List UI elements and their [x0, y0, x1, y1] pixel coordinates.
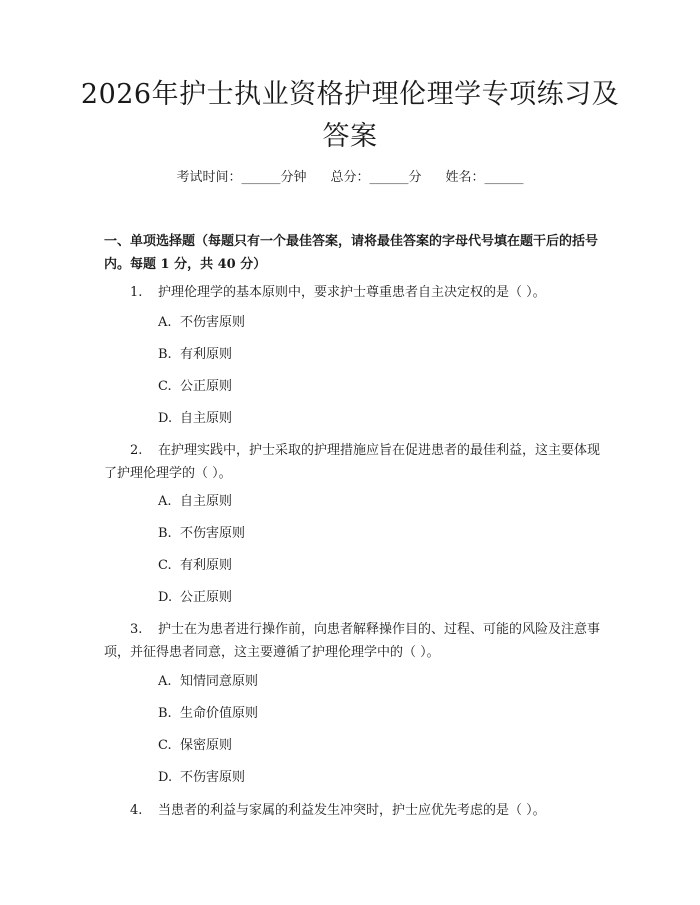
question-3-option-d	[158, 768, 245, 788]
option-letter: D.	[158, 590, 173, 605]
question-text: 护士在为患者进行操作前，向患者解释操作目的、过程、可能的风险及注意事项，并征得患者同意，这主要遵循了护理伦理学中的（ ）。	[104, 622, 601, 660]
option-text: 公正原则	[180, 379, 233, 394]
question-text: 在护理实践中，护士采取的护理措施应旨在促进患者的最佳利益，这主要体现了护理伦理学的（ ）。	[104, 443, 601, 481]
option-text: 知情同意原则	[180, 674, 259, 689]
question-2-option-a	[158, 492, 232, 512]
question-2-option-b	[158, 524, 245, 544]
question-number: 3.	[130, 622, 143, 637]
option-letter: C.	[158, 558, 172, 573]
question-text: 当患者的利益与家属的利益发生冲突时，护士应优先考虑的是（ ）。	[158, 803, 546, 818]
question-2	[104, 439, 604, 485]
question-4	[104, 799, 604, 822]
option-letter: A.	[158, 674, 172, 689]
option-letter: D.	[158, 411, 173, 426]
option-letter: B.	[158, 706, 172, 721]
question-1-option-c	[158, 377, 232, 397]
option-text: 自主原则	[180, 494, 233, 509]
section-heading: 一、单项选择题（每题只有一个最佳答案，请将最佳答案的字母代号填在题干后的括号内。每题 1 分，共 40 分）	[104, 234, 599, 272]
exam-time-field: 考试时间：______分钟	[176, 170, 307, 185]
option-text: 不伤害原则	[180, 526, 246, 541]
option-letter: B.	[158, 347, 172, 362]
option-text: 生命价值原则	[180, 706, 259, 721]
option-letter: C.	[158, 738, 172, 753]
name-field: 姓名：______	[445, 170, 524, 185]
option-letter: C.	[158, 379, 172, 394]
question-number: 2.	[130, 443, 143, 458]
question-1-option-a	[158, 313, 245, 333]
option-text: 自主原则	[180, 411, 233, 426]
total-score-field: 总分：______分	[330, 170, 422, 185]
option-letter: B.	[158, 526, 172, 541]
exam-info-line	[0, 168, 700, 188]
question-3-option-b	[158, 704, 258, 724]
option-text: 有利原则	[180, 558, 233, 573]
option-text: 公正原则	[180, 590, 233, 605]
question-3-option-a	[158, 672, 258, 692]
option-letter: A.	[158, 494, 172, 509]
option-text: 有利原则	[180, 347, 233, 362]
question-2-option-d	[158, 588, 232, 608]
option-text: 不伤害原则	[180, 770, 246, 785]
question-3-option-c	[158, 736, 232, 756]
option-letter: A.	[158, 315, 172, 330]
document-title: 2026年护士执业资格护理伦理学专项练习及答案	[80, 79, 620, 152]
option-text: 保密原则	[180, 738, 233, 753]
question-number: 4.	[130, 803, 143, 818]
question-1-option-b	[158, 345, 232, 365]
question-text: 护理伦理学的基本原则中，要求护士尊重患者自主决定权的是（ ）。	[158, 285, 546, 300]
question-2-option-c	[158, 556, 232, 576]
option-letter: D.	[158, 770, 173, 785]
option-text: 不伤害原则	[180, 315, 246, 330]
question-number: 1.	[130, 285, 143, 300]
question-1	[104, 281, 604, 304]
question-1-option-d	[158, 409, 232, 429]
question-3	[104, 618, 604, 664]
